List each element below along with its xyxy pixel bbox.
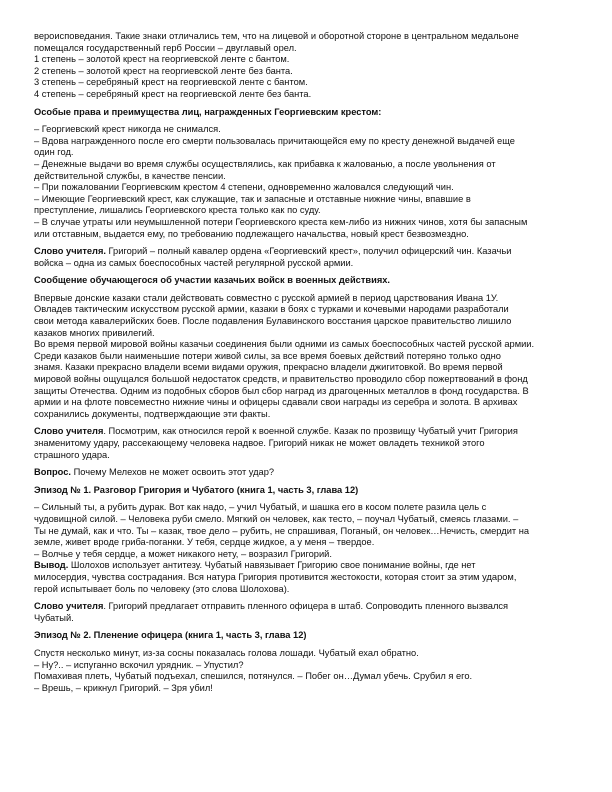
privilege-line: – Имеющие Георгиевский крест, как служащие, так и запасные и отставные нижние чины, впавшие в bbox=[34, 193, 471, 204]
conclusion-label: Вывод. bbox=[34, 560, 69, 571]
degree-line: 4 степень – серебряный крест на георгиевской ленте без банта. bbox=[34, 88, 312, 99]
report-body bbox=[34, 293, 578, 421]
text-line: Шолохов использует антитезу. Чубатый навязывает Григорию свое понимание войны, где нет bbox=[68, 560, 476, 571]
text-line: Григорий – полный кавалер ордена «Георгиевский крест», получил офицерский чин. Казачьи bbox=[105, 246, 512, 257]
text-line: милосердия, чувства сострадания. Вся натура Григория противится жестокости, которая стоит за этим ударом, bbox=[34, 571, 517, 582]
text-line: помещался государственный герб России – двуглавый орел. bbox=[34, 42, 297, 53]
text-line: – Ну?.. – испуганно вскочил урядник. – Упустил? bbox=[34, 659, 244, 670]
episode-1-heading: Эпизод № 1. Разговор Григория и Чубатого (книга 1, часть 3, глава 12) bbox=[34, 484, 359, 495]
teacher-label: Слово учителя bbox=[34, 426, 104, 437]
text-line: мировой войны ощущался большой недостаток средств, и правительство проводило сбор пожертвований в фонд bbox=[34, 374, 528, 385]
text-line: Чубатый. bbox=[34, 612, 74, 623]
question bbox=[34, 467, 578, 479]
privilege-line: или отставным, выдается ему, по требованию подлежащего начальства, новый крест безвозмездно. bbox=[34, 228, 469, 239]
privilege-line: действительной службы, в качестве пенсии. bbox=[34, 170, 226, 181]
text-line: защиты Отечества. Одним из подобных сборов был сбор наград из драгоценных металлов в фонд государства. В bbox=[34, 385, 529, 396]
teacher-remark-2 bbox=[34, 426, 578, 461]
teacher-remark-1 bbox=[34, 246, 578, 269]
text-line: страшного удара. bbox=[34, 449, 110, 460]
privilege-line: один год. bbox=[34, 147, 74, 158]
text-line: – Сильный ты, а рубить дурак. Вот как надо, – учил Чубатый, и шашка его в косом полете разила цель с bbox=[34, 502, 487, 513]
text-line: казаков многих привилегий. bbox=[34, 327, 155, 338]
text-line: Помахивая плеть, Чубатый подъехал, спешился, потянулся. – Побег он…Думал убечь. Срубил я его. bbox=[34, 671, 473, 682]
text-line: – Волчье у тебя сердце, а может никакого нету, – возразил Григорий. bbox=[34, 548, 332, 559]
privilege-line: – При пожаловании Георгиевским крестом 4 степени, одновременно жаловался следующий чин. bbox=[34, 182, 454, 193]
question-label: Вопрос. bbox=[34, 467, 71, 478]
privileges-heading: Особые права и преимущества лиц, награжденных Георгиевским крестом: bbox=[34, 106, 382, 117]
privilege-line: – Георгиевский крест никогда не снимался. bbox=[34, 124, 221, 135]
text-line: – Врешь, – крикнул Григорий. – Зря убил! bbox=[34, 682, 213, 693]
text-line: вероисповедания. Такие знаки отличались тем, что на лицевой и оборотной стороне в центральном медальоне bbox=[34, 31, 519, 41]
text-line: сохранились документы, подтверждающие эти факты. bbox=[34, 408, 271, 419]
text-line: Спустя несколько минут, из-за сосны показалась голова лошади. Чубатый ехал обратно. bbox=[34, 647, 419, 658]
text-line: Во время первой мировой войны казачьи соединения были одними из самых боеспособных частей русской армии. bbox=[34, 339, 535, 350]
teacher-label: Слово учителя bbox=[34, 601, 104, 612]
text-line: чудовищной силой. – Человека руби смело. Мягкий он человек, как тесто, – поучал Чубатый, смеясь глазами. – bbox=[34, 513, 519, 524]
privilege-line: – Вдова награжденного после его смерти пользовалась причитающейся ему по кресту денежной выдачей еще bbox=[34, 135, 515, 146]
degree-line: 1 степень – золотой крест на георгиевской ленте с бантом. bbox=[34, 54, 290, 65]
text-line: герой испытывает боль по человеку (это слова Шолохова). bbox=[34, 583, 290, 594]
text-line: земле, живет вроде гриба-поганки. У тебя, сердце жидкое, а у меня – твердое. bbox=[34, 537, 375, 548]
teacher-label: Слово учителя. bbox=[34, 246, 106, 257]
cross-degrees-section bbox=[34, 31, 578, 101]
episode-2-body bbox=[34, 648, 578, 694]
privilege-line: – Денежные выдачи во время службы осуществлялись, как прибавка к жалованью, а после увольнения от bbox=[34, 158, 496, 169]
privilege-line: преступление, лишались Георгиевского креста только как по суду. bbox=[34, 205, 321, 216]
text-line: Овладев тактическим искусством русской армии, казаки в боях с турками и кочевыми народами разработали bbox=[34, 304, 509, 315]
episode-2-heading: Эпизод № 2. Пленение офицера (книга 1, часть 3, глава 12) bbox=[34, 630, 307, 641]
privileges-list bbox=[34, 124, 578, 240]
text-line: армии и на флоте повсеместно нижние чины и офицеры сдавали свои награды из серебра и золота. В архивах bbox=[34, 397, 518, 408]
text-line: . Посмотрим, как относился герой к военной службе. Казак по прозвищу Чубатый учит Григория bbox=[103, 426, 518, 437]
degree-line: 2 степень – золотой крест на георгиевской ленте без банта. bbox=[34, 65, 293, 76]
episode-1-body bbox=[34, 502, 578, 595]
report-heading: Сообщение обучающегося об участии казачьих войск в военных действиях. bbox=[34, 275, 391, 286]
text-line: Впервые донские казаки стали действовать совместно с русской армией в период царствования Ивана 1У. bbox=[34, 292, 499, 303]
degree-line: 3 степень – серебряный крест на георгиевской ленте с бантом. bbox=[34, 77, 308, 88]
text-line: свои метода кавалерийских боев. После подавления Булавинского восстания царское правительство лишило bbox=[34, 316, 512, 327]
text-line: войска – одна из самых боеспособных частей регулярной русской армии. bbox=[34, 257, 354, 268]
privilege-line: – В случае утраты или неумышленной потери Георгиевского креста кем-либо из нижних чинов, хотя бы запасным bbox=[34, 216, 528, 227]
text-line: знаменитому удару, рассекающему человека надвое. Григорий никак не может овладеть техникой этого bbox=[34, 438, 485, 448]
question-text: Почему Мелехов не может освоить этот удар? bbox=[71, 467, 275, 478]
text-line: Ты не думай, как и что. Ты – казак, твое дело – рубить, не спрашивая, Поганый, он человек…Нечисть, смердит на bbox=[34, 525, 530, 536]
document-page bbox=[34, 31, 578, 694]
text-line: Среди казаков были наименьшие потери живой силы, за все время боевых действий потеряно только одно bbox=[34, 350, 501, 361]
text-line: . Григорий предлагает отправить пленного офицера в штаб. Сопроводить пленного вызвался bbox=[103, 601, 509, 612]
text-line: знамя. Казаки прекрасно владели всеми видами оружия, прекрасно владели джигитовкой. Во время первой bbox=[34, 362, 503, 373]
teacher-remark-3 bbox=[34, 601, 578, 624]
